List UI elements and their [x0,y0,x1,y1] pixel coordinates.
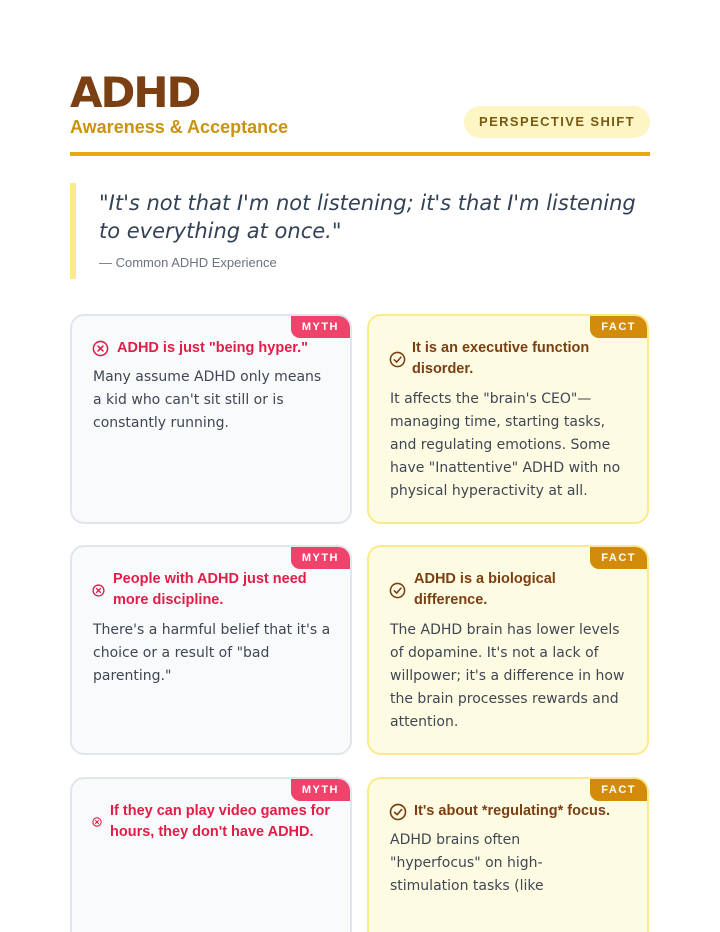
card-body: ADHD brains often "hyperfocus" on high-stimulation tasks (like [390,832,544,894]
page-title: ADHD [70,68,200,117]
card-heading [389,801,627,822]
card-heading [92,801,330,843]
quote-text: "It's not that I'm not listening; it's that I'm listening to everything at once." [99,191,636,243]
card-body: There's a harmful belief that it's a choice or a result of "bad parenting." [93,622,331,684]
quote-attribution: — Common ADHD Experience [99,255,277,270]
fact-card-3 [367,777,649,932]
fact-tag: FACT [590,316,647,338]
card-heading-text: ADHD is just "being hyper." [117,340,308,356]
header-divider [70,152,650,156]
card-heading-text: ADHD is a biological difference. [414,571,556,608]
card-heading-text: It's about *regulating* focus. [414,803,610,819]
card-heading-text: If they can play video games for hours, they don't have ADHD. [110,803,330,840]
myth-tag: MYTH [291,779,350,801]
check-circle-icon [389,803,407,821]
x-circle-icon [92,340,109,357]
quote-block [70,183,650,279]
myth-card-3 [70,777,352,932]
myth-card-2 [70,545,352,755]
card-heading [389,569,627,611]
fact-card-1 [367,314,649,524]
card-body: The ADHD brain has lower levels of dopamine. It's not a lack of willpower; it's a difference in how the brain processes rewards and attention. [390,622,625,730]
page-header [70,68,650,156]
x-circle-icon [92,817,102,827]
page-subtitle: Awareness & Acceptance [70,117,289,137]
myth-card-1 [70,314,352,524]
fact-tag: FACT [590,547,647,569]
x-circle-icon [92,584,105,597]
card-heading-text: It is an executive function disorder. [412,340,590,377]
check-circle-icon [389,351,406,368]
fact-card-2 [367,545,649,755]
check-circle-icon [389,582,406,599]
fact-tag: FACT [590,779,647,801]
card-heading-text: People with ADHD just need more discipline. [113,571,307,608]
myth-tag: MYTH [291,316,350,338]
card-heading [389,338,627,380]
card-heading [92,338,330,359]
myth-tag: MYTH [291,547,350,569]
card-heading [92,569,330,611]
card-body: It affects the "brain's CEO"—managing time, starting tasks, and regulating emotions. Some have "Inattentive" ADHD with no physical hyperactivity at all. [390,391,621,499]
card-body: Many assume ADHD only means a kid who can't sit still or is constantly running. [93,369,322,431]
perspective-badge: PERSPECTIVE SHIFT [464,106,650,138]
